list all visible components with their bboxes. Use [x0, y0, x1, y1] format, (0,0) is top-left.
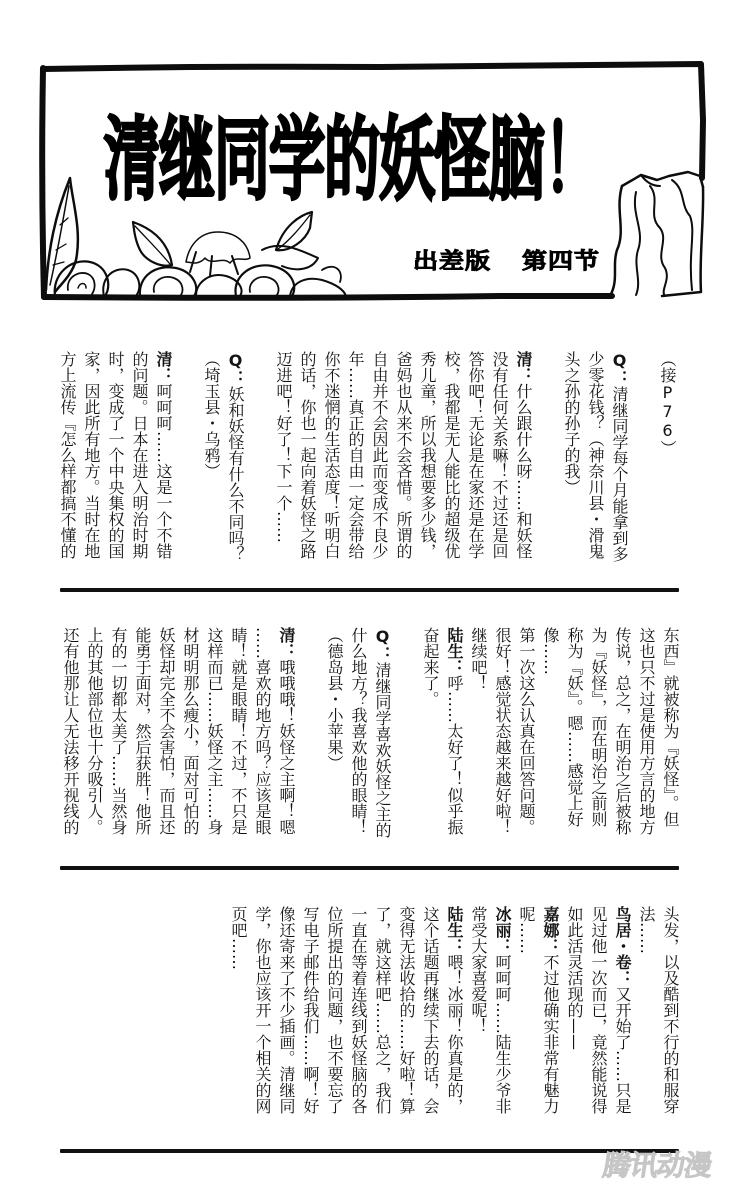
text-column: 少零花钱？（神奈川县・滑鬼: [586, 351, 605, 559]
text-column: 校，我都是无人能比的超级优: [442, 351, 461, 559]
text-column: 这个话题再继续下去的话，会: [421, 906, 440, 1114]
line-text: 什么跟什么呀……和妖怪: [514, 383, 533, 559]
question-entry: [199, 351, 247, 567]
text-column: 像还寄来了不少插画。清继同: [277, 906, 296, 1114]
text-column: 这也只不过是使用方言的地方: [637, 627, 656, 835]
text-column: 奋起来了。: [421, 627, 440, 707]
text-column: 学，你也应该开一个相关的网: [253, 906, 272, 1114]
text-column: 称为『妖』。嗯……感觉上好: [565, 627, 584, 827]
text-column: [151, 351, 175, 567]
line-text: 不过他确实非常有魅力: [541, 954, 560, 1114]
line-text: 哦哦哦！妖怪之主啊！嗯: [277, 659, 296, 835]
qa-section-1: [55, 351, 679, 567]
speaker-label: Q：: [373, 627, 392, 662]
line-text: 清继同学每个月能拿到多: [610, 386, 629, 562]
line-text: 呼……太好了！似乎振: [445, 675, 464, 835]
speaker-label: 嘉娜：: [541, 906, 560, 954]
page-title: 清继同学的妖怪脑！: [104, 109, 599, 213]
text-column: 睛！就是眼睛！不过，不只是: [229, 627, 248, 835]
section-divider: [60, 1149, 679, 1153]
text-column: 妖怪却完全不会害怕，而且还: [157, 627, 176, 835]
text-column: 什么地方？我喜欢他的眼睛！: [349, 627, 368, 835]
text-column: [370, 627, 394, 843]
speaker-label: 清：: [514, 351, 533, 383]
qa-section-2: [58, 627, 682, 843]
continuation-entry: [634, 906, 682, 1122]
text-column: [223, 351, 247, 567]
dialogue-entry: [562, 906, 634, 1122]
chapter-label: 第四节: [522, 248, 601, 274]
text-column: 你不迷惘的生活态度！听明白: [322, 351, 341, 559]
text-column: [274, 627, 298, 843]
text-column: [490, 906, 514, 1122]
section-divider: [60, 866, 679, 870]
question-entry: [559, 351, 631, 567]
column-spacer: [535, 351, 559, 567]
text-column: 材明明那么瘦小，面对可怕的: [181, 627, 200, 835]
text-column: （埼玉县・乌鸦）: [202, 351, 221, 479]
answer-entry: [271, 351, 535, 567]
answer-entry: [58, 627, 298, 843]
text-column: 头之孙的孙子的我）: [562, 351, 581, 495]
text-column: 东西』就被称为『妖怪』。但: [661, 627, 680, 827]
text-column: 年……真正的自由一定会带给: [346, 351, 365, 559]
speaker-label: 陆生：: [445, 627, 464, 675]
text-column: 一直在等着连线到妖怪脑的各: [349, 906, 368, 1114]
text-column: [607, 351, 631, 567]
line-text: 清继同学喜欢妖怪之主的: [373, 662, 392, 838]
text-column: 传说，总之，在明治之后被称: [613, 627, 632, 835]
text-column: 为『妖怪』，而在明治之前则: [589, 627, 608, 827]
dialogue-entry: [418, 627, 466, 843]
text-column: [610, 906, 634, 1122]
line-text: 呵呵呵……陆生少爷非: [493, 954, 512, 1114]
text-column: 这样而已……妖怪之主……身: [205, 627, 224, 835]
answer-entry: [55, 351, 175, 567]
text-column: 答你吧！无论是在家还是在学: [466, 351, 485, 559]
text-column: 见过他一次而已，竟然能说得: [589, 906, 608, 1114]
column-spacer: [394, 627, 418, 843]
text-column: 的话，你也一起向着妖怪之路: [298, 351, 317, 559]
speaker-label: 陆生：: [445, 906, 464, 954]
text-column: 变得无法收拾的……好啦！算: [397, 906, 416, 1114]
speaker-label: Q：: [610, 351, 629, 386]
continuation-entry: [466, 627, 682, 843]
text-column: 第一次这么认真在回答问题。: [517, 627, 536, 835]
text-column: 没有任何关系嘛！不过还是回: [490, 351, 509, 559]
dialogue-entry: [226, 906, 466, 1122]
text-column: 还有他那让人无法移开视线的: [61, 627, 80, 835]
text-column: [511, 351, 535, 567]
text-column: 能勇于面对，然后获胜！他所: [133, 627, 152, 835]
section-divider: [60, 588, 679, 592]
line-text: 妖和妖怪有什么不同吗？: [226, 386, 245, 562]
line-text: 又开始了……只是: [613, 986, 632, 1114]
continuation-note: [655, 351, 679, 567]
speaker-label: 清：: [277, 627, 296, 659]
text-column: 时，变成了一个中央集权的国: [106, 351, 125, 559]
text-column: 上的其他部位也十分吸引人。: [85, 627, 104, 835]
question-entry: [322, 627, 394, 843]
text-column: 写电子邮件给我们……啊！好: [301, 906, 320, 1114]
text-column: [442, 627, 466, 843]
text-column: [442, 906, 466, 1122]
text-column: 很好！感觉状态越来越好啦！: [493, 627, 512, 835]
watermark-logo: 腾讯动漫: [600, 1149, 714, 1182]
dialogue-entry: [514, 906, 562, 1122]
text-column: 如此活灵活现的——: [565, 906, 584, 1050]
line-text: 呵呵呵……这是一个不错: [154, 383, 173, 559]
line-text: 喂！冰丽！你真是的，: [445, 954, 464, 1114]
text-column: 头发，以及酷到不行的和服穿: [661, 906, 680, 1114]
text-column: 了，就这样吧……总之，我们: [373, 906, 392, 1114]
speaker-label: 冰丽：: [493, 906, 512, 954]
dialogue-entry: [466, 906, 514, 1122]
text-column: 页吧……: [229, 906, 248, 970]
text-column: 自由并不会因此而变成不良少: [370, 351, 389, 559]
scroll-curl-icon: [610, 172, 703, 296]
text-column: 方上流传『怎么样都搞不懂的: [58, 351, 77, 559]
text-column: 像……: [541, 627, 560, 675]
text-column: 爸妈也从来不会吝惜。所谓的: [394, 351, 413, 559]
column-spacer: [175, 351, 199, 567]
text-column: ……喜欢的地方吗？应该是眼: [253, 627, 272, 835]
text-column: 迈进吧！好了！下一个……: [274, 351, 293, 543]
text-column: 位所提出的问题，也不要忘了: [325, 906, 344, 1114]
text-column: 秀儿童，所以我想要多少钱，: [418, 351, 437, 559]
speaker-label: Q：: [226, 351, 245, 386]
text-column: （德岛县・小苹果）: [325, 627, 344, 771]
text-column: 继续吧！: [469, 627, 488, 691]
text-column: [538, 906, 562, 1122]
text-column: 家，因此所有地方。当时在地: [82, 351, 101, 559]
column-spacer: [298, 627, 322, 843]
column-spacer: [247, 351, 271, 567]
text-column: 有的一切都太美了……当然身: [109, 627, 128, 835]
text-column: 的问题。日本在进入明治时期: [130, 351, 149, 559]
speaker-label: 清：: [154, 351, 173, 383]
text-column: （接P76）: [658, 351, 677, 456]
speaker-label: 鸟居・卷：: [613, 906, 632, 986]
qa-section-3: [226, 906, 682, 1122]
edition-label: 出差版: [413, 248, 492, 274]
text-column: 呢……: [517, 906, 536, 954]
text-column: 法……: [637, 906, 656, 954]
column-spacer: [631, 351, 655, 567]
text-column: 常受大家喜爱呢！: [469, 906, 488, 1034]
